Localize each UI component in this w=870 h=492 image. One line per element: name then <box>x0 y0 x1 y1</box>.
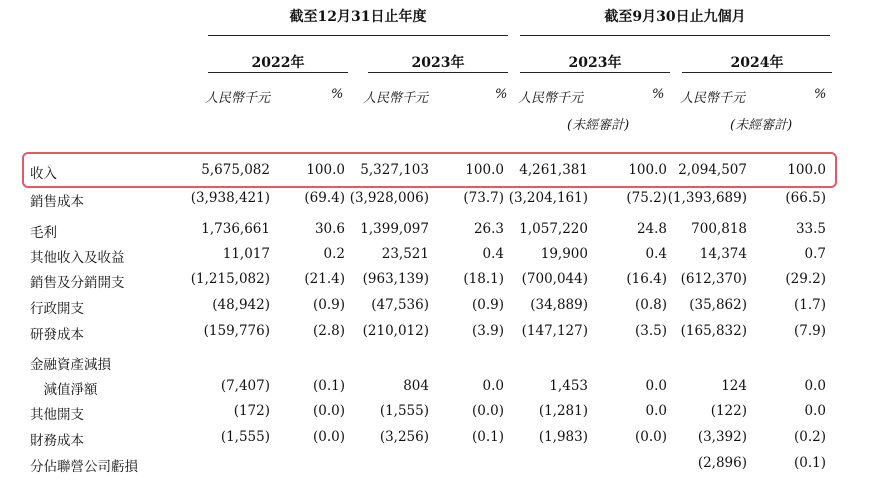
row-label: 銷售及分銷開支 <box>30 275 125 291</box>
percent-cell: 33.5 <box>795 221 826 237</box>
percent-cell: (73.7) <box>463 190 504 206</box>
table-row <box>0 350 870 374</box>
amount-cell: 4,261,381 <box>519 162 588 178</box>
percent-cell: 26.3 <box>473 221 504 237</box>
percent-cell: 0.0 <box>482 378 504 394</box>
amount-cell: (1,215,082) <box>190 271 270 287</box>
year-underline <box>682 72 832 73</box>
amount-cell: (48,942) <box>212 297 270 313</box>
row-label: 分佔聯營公司虧損 <box>30 459 138 475</box>
amount-cell: 5,675,082 <box>201 162 270 178</box>
amount-cell: (159,776) <box>203 323 270 339</box>
table-row <box>0 426 870 450</box>
amount-cell: (612,370) <box>680 271 747 287</box>
percent-cell: (1.7) <box>793 297 826 313</box>
row-label: 其他開支 <box>30 407 84 423</box>
row-label: 收入 <box>30 166 57 182</box>
amount-cell: 19,900 <box>540 246 588 262</box>
percent-cell: 0.0 <box>804 378 826 394</box>
year-underline <box>520 72 670 73</box>
amount-cell: (172) <box>233 403 270 419</box>
percent-cell: (66.5) <box>785 190 826 206</box>
amount-cell: (700,044) <box>521 271 588 287</box>
amount-cell: (35,862) <box>689 297 747 313</box>
percent-cell: (3.5) <box>634 323 667 339</box>
amount-cell: 700,818 <box>691 221 747 237</box>
percent-cell: (2.8) <box>312 323 345 339</box>
percent-cell: 100.0 <box>628 162 667 178</box>
unit-label: 人民幣千元 <box>205 91 271 106</box>
percent-cell: (18.1) <box>463 271 504 287</box>
amount-cell: (1,555) <box>220 429 270 445</box>
year-header: 2024年 <box>730 55 784 71</box>
table-row <box>0 187 870 211</box>
percent-cell: (3.9) <box>471 323 504 339</box>
percent-cell: 0.0 <box>645 403 667 419</box>
percent-cell: 100.0 <box>787 162 826 178</box>
amount-cell: (3,938,421) <box>190 190 270 206</box>
percent-cell: 24.8 <box>636 221 667 237</box>
amount-cell: 5,327,103 <box>360 162 429 178</box>
amount-cell: (1,393,689) <box>667 190 747 206</box>
amount-cell: (963,139) <box>362 271 429 287</box>
percent-cell: 0.0 <box>645 378 667 394</box>
amount-cell: (210,012) <box>362 323 429 339</box>
amount-cell: 1,057,220 <box>519 221 588 237</box>
percent-cell: (29.2) <box>785 271 826 287</box>
amount-cell: (1,555) <box>379 403 429 419</box>
percent-cell: (0.8) <box>634 297 667 313</box>
amount-cell: 124 <box>721 378 747 394</box>
table-row <box>0 375 870 399</box>
amount-cell: 804 <box>403 378 429 394</box>
percent-cell: 0.0 <box>804 403 826 419</box>
row-label: 研發成本 <box>30 327 84 343</box>
period-underline <box>520 35 830 36</box>
amount-cell: (3,928,006) <box>349 190 429 206</box>
table-row <box>0 294 870 318</box>
period-underline <box>208 35 508 36</box>
amount-cell: (1,983) <box>538 429 588 445</box>
percent-cell: (0.1) <box>312 378 345 394</box>
table-row <box>0 159 870 183</box>
amount-cell: 23,521 <box>381 246 429 262</box>
year-underline <box>208 72 348 73</box>
unit-label: 人民幣千元 <box>363 91 429 106</box>
percent-cell: 30.6 <box>314 221 345 237</box>
pct-label: % <box>495 87 508 102</box>
percent-cell: (0.0) <box>312 429 345 445</box>
table-row <box>0 243 870 267</box>
row-label: 減值淨額 <box>30 382 98 398</box>
amount-cell: (147,127) <box>521 323 588 339</box>
amount-cell: 14,374 <box>699 246 747 262</box>
percent-cell: 0.4 <box>482 246 504 262</box>
amount-cell: 1,453 <box>549 378 588 394</box>
percent-cell: (7.9) <box>793 323 826 339</box>
percent-cell: 0.7 <box>804 246 826 262</box>
year-header: 2022年 <box>251 55 305 71</box>
period-header-year: 截至12月31日止年度 <box>289 9 427 25</box>
percent-cell: 0.4 <box>645 246 667 262</box>
percent-cell: 0.2 <box>323 246 345 262</box>
percent-cell: (0.2) <box>793 429 826 445</box>
percent-cell: (0.0) <box>471 403 504 419</box>
amount-cell: (3,392) <box>697 429 747 445</box>
amount-cell: (122) <box>710 403 747 419</box>
amount-cell: 11,017 <box>222 246 270 262</box>
table-row <box>0 400 870 424</box>
pct-label: % <box>652 87 665 102</box>
unaudited-note: (未經審計) <box>567 118 630 133</box>
amount-cell: (3,256) <box>379 429 429 445</box>
percent-cell: (0.0) <box>312 403 345 419</box>
row-label: 其他收入及收益 <box>30 250 125 266</box>
amount-cell: (7,407) <box>220 378 270 394</box>
percent-cell: (16.4) <box>626 271 667 287</box>
year-header: 2023年 <box>411 55 465 71</box>
pct-label: % <box>814 87 827 102</box>
percent-cell: (0.1) <box>793 455 826 471</box>
percent-cell: (0.9) <box>471 297 504 313</box>
table-row <box>0 452 870 476</box>
row-label: 金融資產減損 <box>30 357 111 373</box>
table-row <box>0 320 870 344</box>
percent-cell: (0.0) <box>634 429 667 445</box>
amount-cell: (165,832) <box>680 323 747 339</box>
percent-cell: 100.0 <box>306 162 345 178</box>
row-label: 銷售成本 <box>30 194 84 210</box>
percent-cell: (75.2) <box>626 190 667 206</box>
unit-label: 人民幣千元 <box>680 91 746 106</box>
amount-cell: (47,536) <box>371 297 429 313</box>
year-underline <box>368 72 508 73</box>
amount-cell: (3,204,161) <box>508 190 588 206</box>
amount-cell: (34,889) <box>530 297 588 313</box>
amount-cell: 1,399,097 <box>360 221 429 237</box>
percent-cell: (69.4) <box>304 190 345 206</box>
percent-cell: (0.1) <box>471 429 504 445</box>
table-row <box>0 218 870 242</box>
percent-cell: (0.9) <box>312 297 345 313</box>
percent-cell: 100.0 <box>465 162 504 178</box>
table-row <box>0 268 870 292</box>
amount-cell: (1,281) <box>538 403 588 419</box>
unaudited-note: (未經審計) <box>730 118 793 133</box>
row-label: 毛利 <box>30 225 57 241</box>
percent-cell: (21.4) <box>304 271 345 287</box>
year-header: 2023年 <box>568 55 622 71</box>
amount-cell: 2,094,507 <box>678 162 747 178</box>
pct-label: % <box>331 87 344 102</box>
amount-cell: 1,736,661 <box>201 221 270 237</box>
period-header-nine-months: 截至9月30日止九個月 <box>604 9 746 25</box>
row-label: 行政開支 <box>30 301 84 317</box>
row-label: 財務成本 <box>30 433 84 449</box>
amount-cell: (2,896) <box>697 455 747 471</box>
unit-label: 人民幣千元 <box>518 91 584 106</box>
